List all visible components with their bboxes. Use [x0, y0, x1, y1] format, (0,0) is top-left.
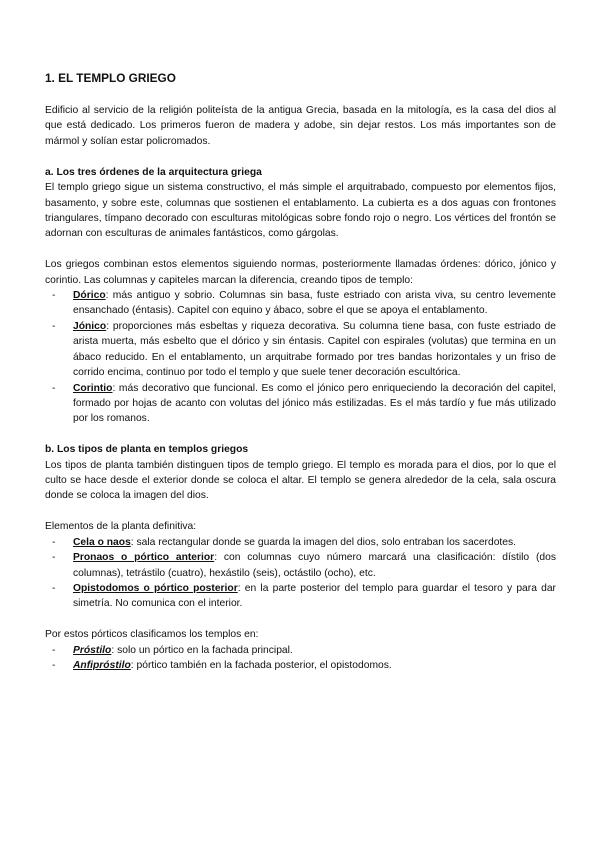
list-item-prostilo [45, 643, 556, 658]
term-prostilo: Próstilo [73, 644, 112, 656]
term-anfiprostilo: Anfipróstilo [73, 660, 131, 672]
list-item-jonico [45, 319, 556, 381]
term-pronaos: Pronaos o pórtico anterior [73, 552, 215, 564]
list-bullet: - [52, 582, 56, 594]
list-item-anfiprostilo [45, 658, 556, 673]
term-cela: Cela o naos [73, 536, 131, 548]
list-item-opistodomos [45, 581, 556, 612]
plan-elements-list [45, 535, 556, 612]
list-bullet: - [52, 660, 56, 672]
intro-paragraph: Edificio al servicio de la religión politeísta de la antigua Grecia, basada en la mitología, es la casa del dios al que está dedicado. Los primeros fueron de madera y adobe, sin dejar restos. Los más importantes son de mármol y solían estar policromados. [45, 105, 556, 147]
term-corintio: Corintio [73, 382, 113, 394]
list-item-dorico [45, 288, 556, 319]
list-bullet: - [52, 320, 56, 332]
description-opistodomos: : en la parte posterior del templo para guardar el tesoro y para dar simetría. No comunica con el interior. [73, 582, 556, 610]
description-pronaos: : con columnas cuyo número marcará una clasificación: dístilo (dos columnas), tetrástilo (cuatro), hexástilo (seis), octástilo (ocho), etc. [73, 552, 556, 579]
section-a-paragraph-2: Los griegos combinan estos elementos siguiendo normas, posteriormente llamadas órdenes: dórico, jónico y corintio. Las columnas y capiteles marcan la diferencia, creando tipos de templo: [45, 259, 556, 286]
list-item-pronaos [45, 550, 556, 581]
section-b-paragraph-1: Los tipos de planta también distinguen tipos de templo griego. El templo es morada para el dios, por lo que el culto se hace desde el exterior donde se coloca el altar. El templo se genera alrededor de la cela, sala oscura donde se coloca la imagen del dios. [45, 459, 556, 502]
section-a-heading: a. Los tres órdenes de la arquitectura griega [45, 166, 262, 178]
porticos-list [45, 643, 556, 674]
list-bullet: - [52, 382, 56, 394]
description-prostilo: : solo un pórtico en la fachada principal. [111, 644, 293, 656]
section-a-paragraph-1: El templo griego sigue un sistema constructivo, el más simple el arquitrabado, compuesto por elementos fijos, basamento, y sobre este, columnas que sostienen el entablamento. La cubierta es a dos aguas con frontones triangulares, tímpano decorado con esculturas mitológicas sobre fondo rojo o negro. Los vértices del frontón se adornan con esculturas de animales fantásticos, como gárgolas. [45, 182, 556, 240]
list-item-cela [45, 535, 556, 550]
term-dorico: Dórico [73, 290, 106, 302]
description-jonico: : proporciones más esbeltas y riqueza decorativa. Su columna tiene basa, con fuste estriado de arista muerta, más esbelto que el dórico y sin éntasis. Capitel con espirales (volutas) que termina en un ábaco reducido. En el entablamento, un arquitrabe formado por tres bandas horizontales y un friso de corrido encima, continuo por todo el templo y que suele tener decoración escultórica. [73, 320, 556, 379]
document-content [45, 70, 556, 674]
description-corintio: : más decorativo que funcional. Es como el jónico pero enriqueciendo la decoración del capitel, formado por hojas de acanto con volutas del jónico más estilizadas. Es el más tardío y fue más utilizado por los romanos. [73, 382, 556, 425]
document-title: 1. EL TEMPLO GRIEGO [45, 71, 176, 85]
description-cela: : sala rectangular donde se guarda la imagen del dios, solo entraban los sacerdotes. [130, 536, 517, 548]
term-jonico: Jónico [73, 320, 107, 332]
elements-intro: Elementos de la planta definitiva: [45, 521, 197, 533]
section-b-heading: b. Los tipos de planta en templos griegos [45, 444, 249, 456]
orders-list [45, 288, 556, 427]
description-anfiprostilo: : pórtico también en la fachada posterior, el opistodomos. [130, 660, 392, 672]
list-bullet: - [52, 536, 56, 548]
list-bullet: - [52, 290, 56, 302]
porticos-intro: Por estos pórticos clasificamos los templos en: [45, 629, 259, 641]
list-bullet: - [52, 552, 56, 564]
description-dorico: : más antiguo y sobrio. Columnas sin basa, fuste estriado con arista viva, su centro levemente ensanchado (éntasis). Capitel con equino y ábaco, sobre el que se apoya el entablamento. [73, 290, 556, 317]
list-item-corintio [45, 381, 556, 427]
term-opistodomos: Opistodomos o pórtico posterior [73, 582, 238, 594]
list-bullet: - [52, 644, 56, 656]
